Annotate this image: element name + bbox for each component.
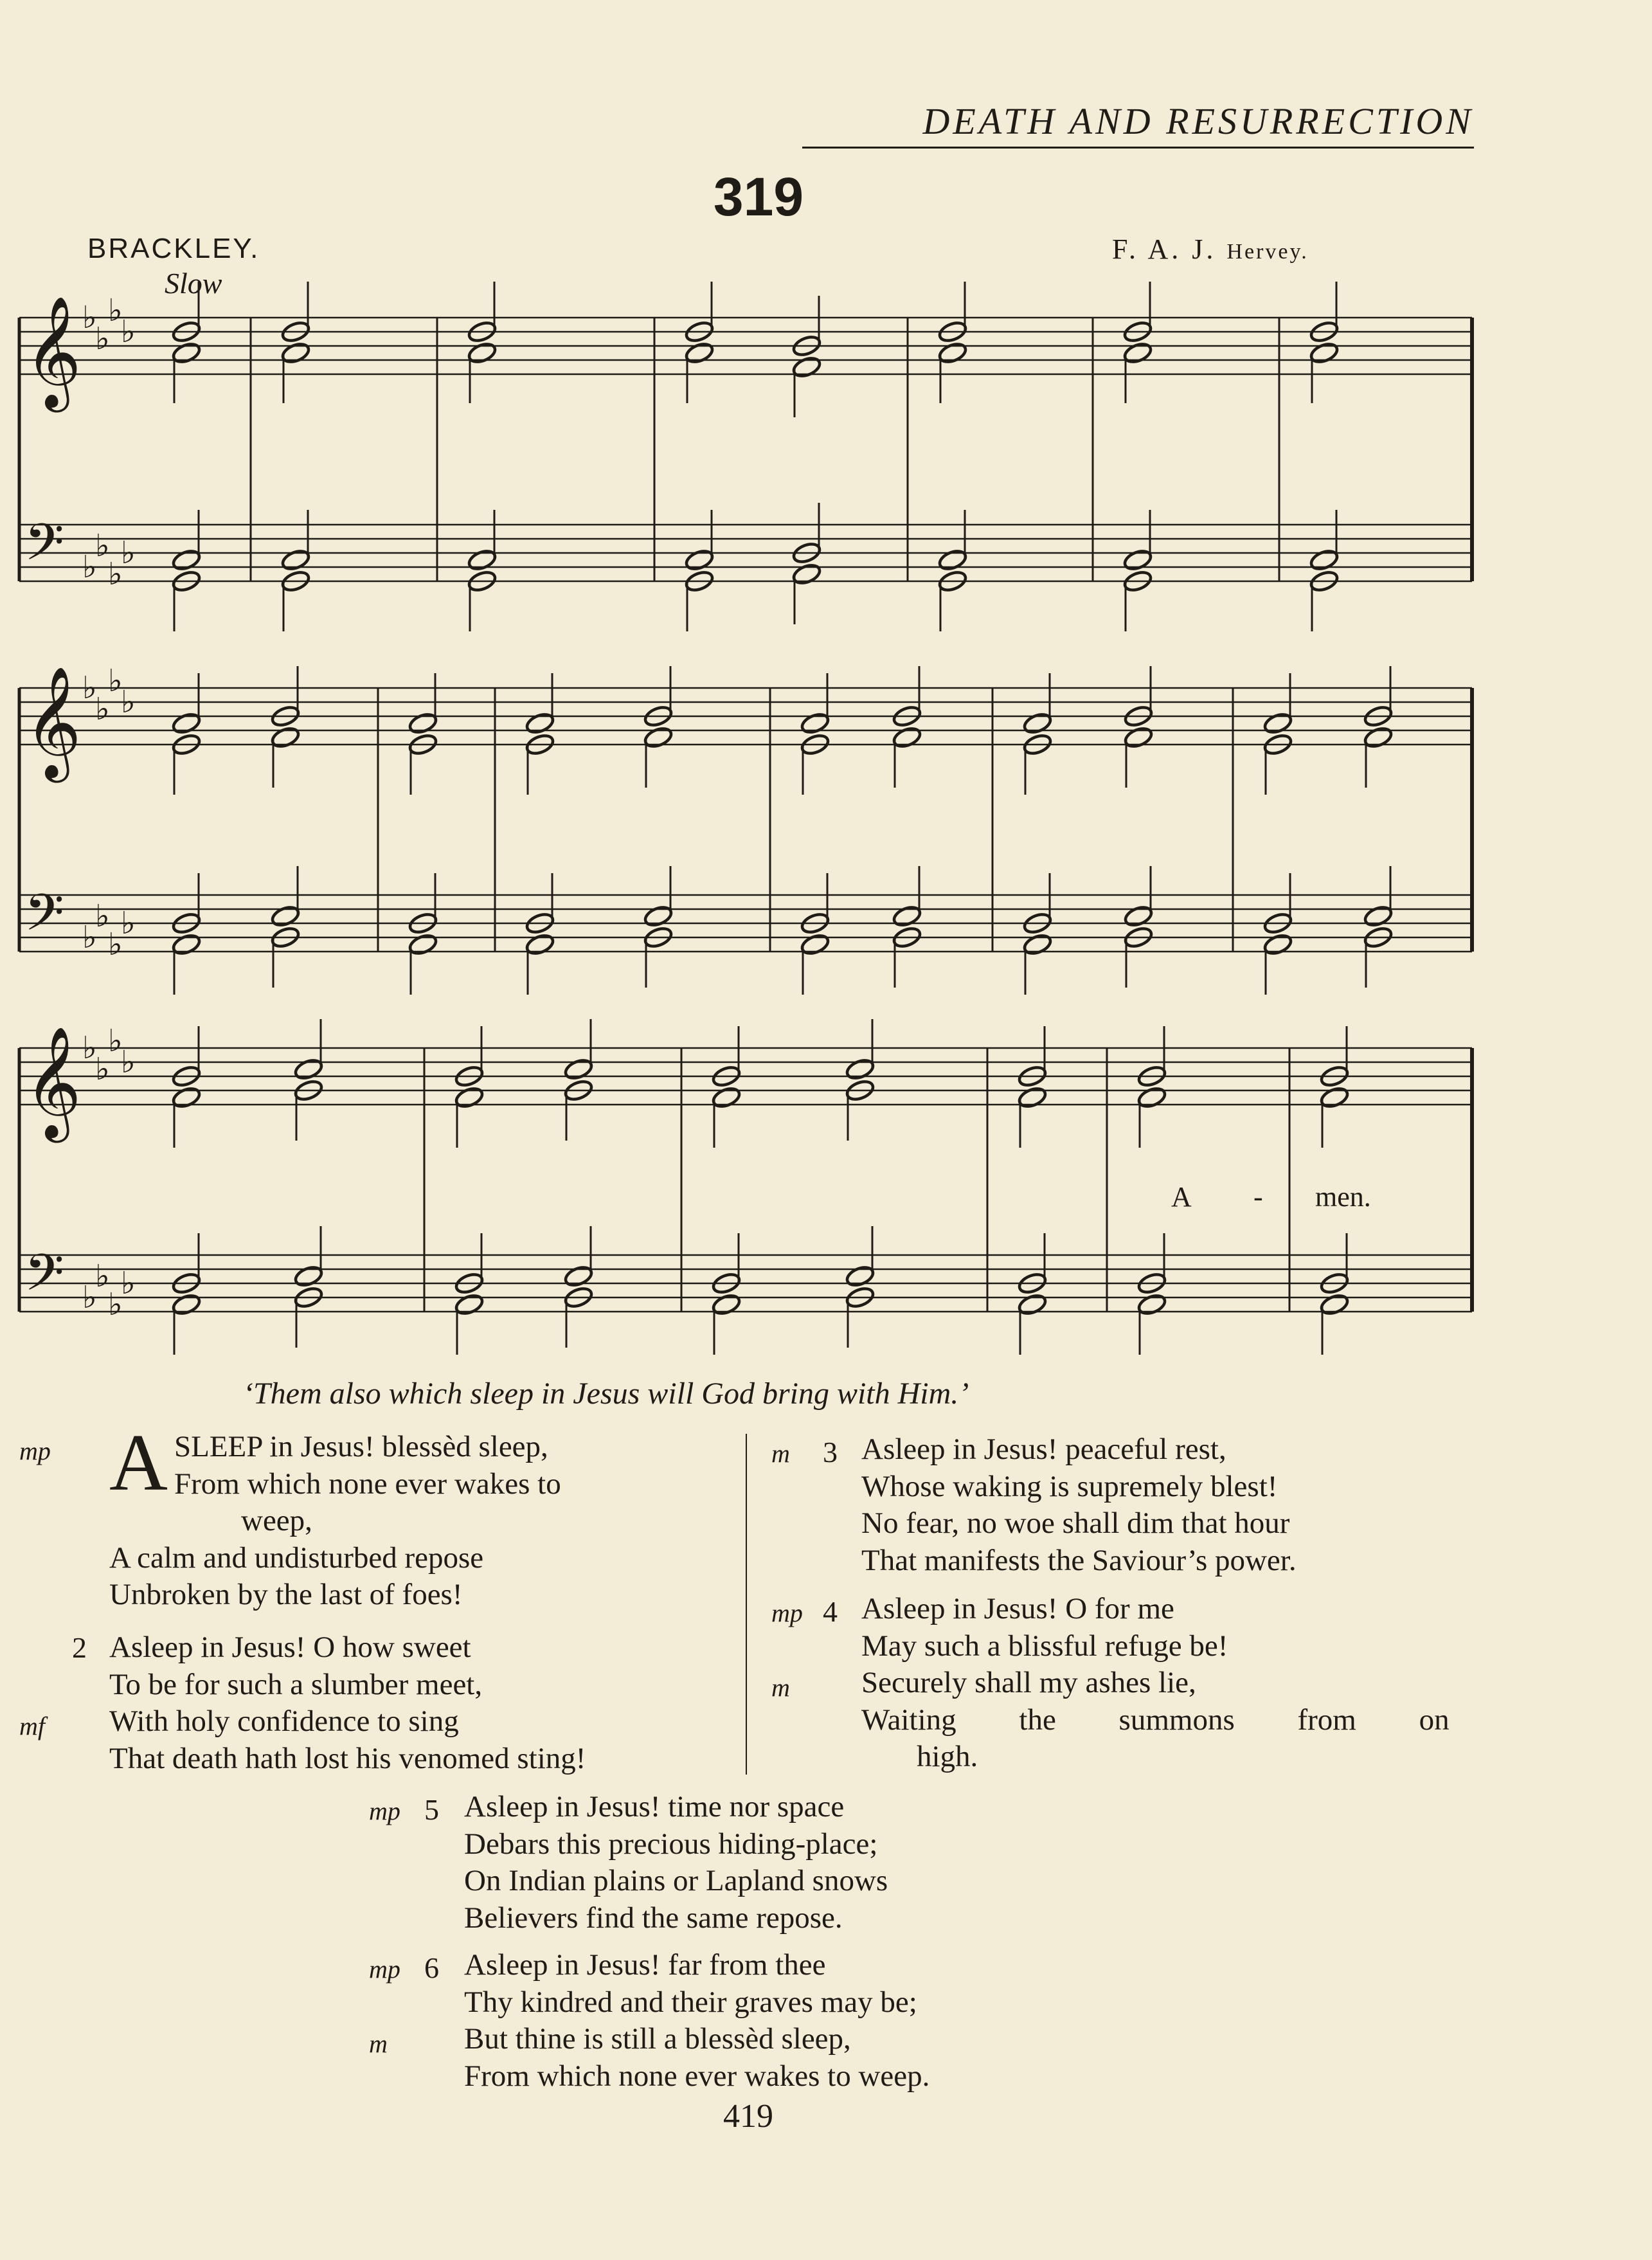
page-number: 419 xyxy=(723,2098,773,2135)
note-head xyxy=(280,341,311,365)
verse-number: 2 xyxy=(72,1631,87,1664)
note-head xyxy=(1017,1292,1048,1317)
verse-line: Asleep in Jesus! O how sweet xyxy=(109,1631,471,1664)
amen-a: A xyxy=(1171,1181,1192,1213)
flat-icon: ♭ xyxy=(121,535,136,571)
verse-line: No fear, no woe shall dim that hour xyxy=(861,1506,1290,1540)
section-header: DEATH AND RESURRECTION xyxy=(802,98,1474,149)
note-head xyxy=(467,341,498,365)
note-head xyxy=(711,1292,742,1317)
dynamic-marking: mp xyxy=(771,1598,803,1627)
note-head xyxy=(408,932,438,957)
verse-line: Whose waking is supremely blest! xyxy=(861,1469,1278,1503)
note-head xyxy=(1122,341,1153,365)
note-head xyxy=(937,341,968,365)
verse-line: Thy kindred and their graves may be; xyxy=(464,1985,917,2019)
flat-icon: ♭ xyxy=(82,1030,97,1066)
verse-number: 6 xyxy=(424,1951,439,1984)
flat-icon: ♭ xyxy=(121,1044,136,1080)
note-head xyxy=(1262,932,1293,957)
flat-icon: ♭ xyxy=(95,321,110,357)
treble-clef-icon: 𝄞 xyxy=(24,666,82,778)
treble-clef-icon: 𝄞 xyxy=(24,1026,82,1138)
flat-icon: ♭ xyxy=(108,1023,123,1059)
flat-icon: ♭ xyxy=(95,1051,110,1087)
flat-icon: ♭ xyxy=(82,549,97,585)
flat-icon: ♭ xyxy=(121,684,136,720)
dynamic-marking: m xyxy=(369,2029,388,2058)
verse-line: On Indian plains or Lapland snows xyxy=(464,1864,888,1897)
verse-line: Debars this precious hiding-place; xyxy=(464,1827,878,1861)
verse-line: That death hath lost his venomed sting! xyxy=(109,1741,586,1775)
note-head xyxy=(293,1264,324,1288)
composer-initials: F. A. J. xyxy=(1112,233,1227,265)
flat-icon: ♭ xyxy=(121,905,136,941)
note-head xyxy=(280,548,311,572)
bass-clef-icon: 𝄢 xyxy=(24,1243,64,1315)
verse-4 xyxy=(771,1591,1504,1776)
verse-line: Asleep in Jesus! peaceful rest, xyxy=(861,1433,1226,1466)
note-head xyxy=(1262,711,1293,736)
note-head xyxy=(1017,1085,1048,1110)
note-head xyxy=(711,1085,742,1110)
verse-line: Asleep in Jesus! O for me xyxy=(861,1592,1174,1625)
note-head xyxy=(1309,341,1340,365)
bass-clef-icon: 𝄢 xyxy=(24,512,64,584)
note-head xyxy=(1319,1085,1350,1110)
dynamic-marking: mf xyxy=(19,1712,45,1740)
verse-line: With holy confidence to sing xyxy=(109,1704,459,1738)
note-head xyxy=(563,1264,594,1288)
note-head xyxy=(1136,1085,1167,1110)
note-head xyxy=(1022,932,1053,957)
note-head xyxy=(171,711,202,736)
dynamic-marking: m xyxy=(771,1673,790,1702)
note-head xyxy=(791,355,822,379)
note-head xyxy=(171,548,202,572)
verse-number: 3 xyxy=(823,1436,838,1469)
note-head xyxy=(892,725,922,750)
verse-number: 5 xyxy=(424,1793,439,1826)
note-head xyxy=(684,341,715,365)
verse-line: weep, xyxy=(241,1504,312,1537)
note-head xyxy=(800,932,830,957)
tempo-marking: Slow xyxy=(165,267,222,300)
note-head xyxy=(800,711,830,736)
verse-line: SLEEP in Jesus! blessèd sleep, xyxy=(174,1430,548,1463)
drop-cap: A xyxy=(109,1418,168,1508)
flat-icon: ♭ xyxy=(82,1279,97,1315)
note-head xyxy=(525,932,555,957)
verse-line: Waiting the summons from on xyxy=(861,1703,1450,1737)
dynamic-marking: m xyxy=(771,1439,790,1468)
flat-icon: ♭ xyxy=(95,898,110,934)
note-head xyxy=(293,1057,324,1081)
verse-line: From which none ever wakes to xyxy=(174,1467,561,1501)
verse-5 xyxy=(369,1789,1107,1937)
verse-line: But thine is still a blessèd sleep, xyxy=(464,2022,851,2056)
flat-icon: ♭ xyxy=(108,293,123,329)
verse-line: Asleep in Jesus! time nor space xyxy=(464,1790,845,1823)
note-head xyxy=(171,1085,202,1110)
note-head xyxy=(454,1085,485,1110)
note-head xyxy=(171,932,202,957)
note-head xyxy=(1363,904,1394,928)
flat-icon: ♭ xyxy=(95,1258,110,1294)
flat-icon: ♭ xyxy=(108,1287,123,1323)
flat-icon: ♭ xyxy=(108,556,123,592)
dynamic-marking: mp xyxy=(369,1955,400,1984)
note-head xyxy=(643,904,674,928)
note-head xyxy=(1363,725,1394,750)
note-head xyxy=(937,548,968,572)
epigraph: ‘Them also which sleep in Jesus will God bring with Him.’ xyxy=(243,1377,969,1411)
verse-line: high. xyxy=(917,1740,978,1773)
verse-line: A calm and undisturbed repose xyxy=(109,1541,484,1575)
note-head xyxy=(1123,904,1154,928)
verse-line: To be for such a slumber meet, xyxy=(109,1667,483,1701)
note-head xyxy=(892,904,922,928)
note-head xyxy=(467,548,498,572)
note-head xyxy=(1123,725,1154,750)
note-head xyxy=(845,1057,875,1081)
verse-line: From which none ever wakes to weep. xyxy=(464,2059,930,2093)
flat-icon: ♭ xyxy=(82,670,97,706)
amen-dash: - xyxy=(1253,1181,1263,1213)
verse-2 xyxy=(19,1629,739,1777)
verse-line: Securely shall my ashes lie, xyxy=(861,1666,1196,1699)
flat-icon: ♭ xyxy=(82,919,97,955)
composer-surname: Hervey. xyxy=(1226,240,1309,264)
note-head xyxy=(454,1292,485,1317)
verse-line: Asleep in Jesus! far from thee xyxy=(464,1948,826,1982)
flat-icon: ♭ xyxy=(82,300,97,336)
verse-number: 4 xyxy=(823,1595,838,1628)
hymn-number: 319 xyxy=(713,167,804,227)
note-head xyxy=(845,1264,875,1288)
note-head xyxy=(791,562,822,586)
flat-icon: ♭ xyxy=(121,314,136,350)
note-head xyxy=(684,548,715,572)
note-head xyxy=(408,711,438,736)
flat-icon: ♭ xyxy=(108,927,123,963)
note-head xyxy=(525,711,555,736)
treble-clef-icon: 𝄞 xyxy=(24,296,82,408)
note-head xyxy=(1122,548,1153,572)
verse-line: Unbroken by the last of foes! xyxy=(109,1578,463,1611)
flat-icon: ♭ xyxy=(95,691,110,727)
verse-3 xyxy=(771,1431,1504,1579)
verse-line: That manifests the Saviour’s power. xyxy=(861,1543,1297,1577)
dynamic-marking: mp xyxy=(19,1436,51,1465)
note-head xyxy=(270,725,301,750)
note-head xyxy=(1319,1292,1350,1317)
note-head xyxy=(270,904,301,928)
note-head xyxy=(643,725,674,750)
verse-6 xyxy=(369,1947,1107,2095)
note-head xyxy=(1309,548,1340,572)
flat-icon: ♭ xyxy=(121,1265,136,1301)
amen-men: men. xyxy=(1315,1181,1371,1213)
flat-icon: ♭ xyxy=(108,663,123,699)
note-head xyxy=(1136,1292,1167,1317)
verse-1 xyxy=(19,1418,739,1614)
verse-line: Believers find the same repose. xyxy=(464,1901,843,1935)
bass-clef-icon: 𝄢 xyxy=(24,883,64,955)
column-divider xyxy=(746,1434,747,1775)
verse-line: May such a blissful refuge be! xyxy=(861,1629,1228,1663)
flat-icon: ♭ xyxy=(95,528,110,564)
note-head xyxy=(171,341,202,365)
tune-name: BRACKLEY. xyxy=(87,233,260,264)
note-head xyxy=(1022,711,1053,736)
note-head xyxy=(563,1057,594,1081)
note-head xyxy=(171,1292,202,1317)
dynamic-marking: mp xyxy=(369,1796,400,1825)
